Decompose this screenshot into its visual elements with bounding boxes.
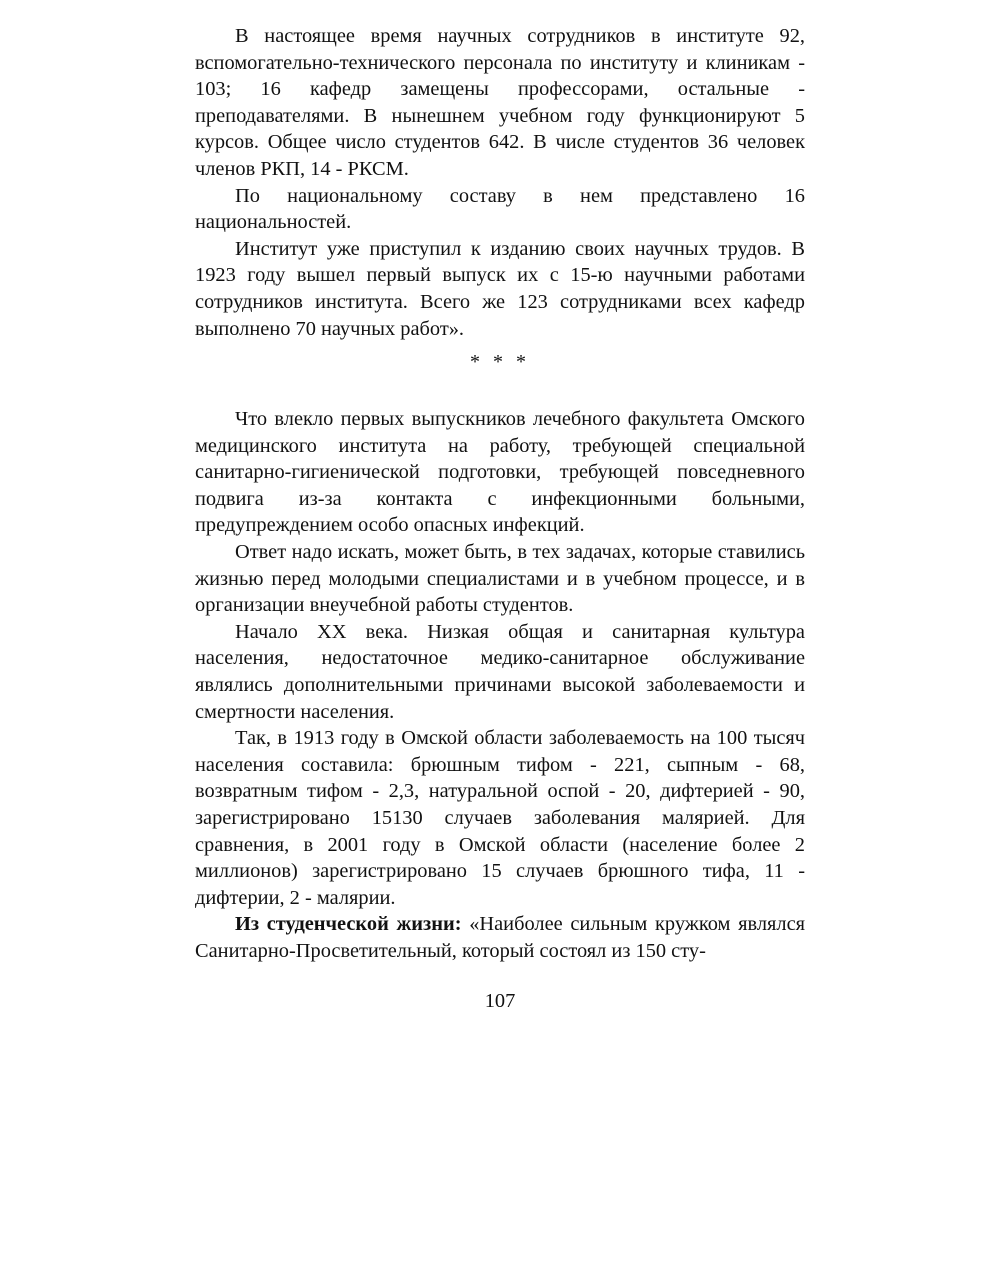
paragraph: Начало XX века. Низкая общая и санитарная культура населения, недостаточное медико-санитарное обслуживание являлись дополнительными причинами высокой заболеваемости и смертности населения. — [195, 620, 805, 723]
bold-lead-in: Из студенческой жизни: — [235, 913, 462, 936]
paragraph: По национальному составу в нем представлено 16 национальностей. — [195, 184, 805, 234]
paragraph-text: «Наиболее сильным кружком являлся Санитарно-Просветительный, который состоял из 150 сту- — [195, 913, 805, 962]
paragraph: Так, в 1913 году в Омской области заболеваемость на 100 тысяч населения составила: брюшным тифом - 221, сыпным - 68, возвратным тифом - 2,3, натуральной оспой - 20, дифтерией - 90, зарегистрировано 15130 случаев заболевания малярией. Для сравнения, в 2001 году в Омской области (население более 2 миллионов) зарегистрировано 15 случаев брюшного тифа, 11 - дифтерии, 2 - малярии. — [195, 727, 805, 909]
paragraph: Институт уже приступил к изданию своих научных трудов. В 1923 году вышел первый выпуск их с 15-ю научными работами сотрудников института. Всего же 123 сотрудниками всех кафедр выполнено 70 научных работ». — [195, 237, 805, 340]
page-number: 107 — [484, 990, 516, 1012]
paragraph: В настоящее время научных сотрудников в институте 92, вспомогательно-технического персонала по институту и клиникам - 103; 16 кафедр замещены профессорами, остальные - преподавателями. В нынешнем учебном году функционируют 5 курсов. Общее число студентов 642. В числе студентов 36 человек членов РКП, 14 - РКСМ. — [195, 25, 805, 180]
paragraph-student-life — [195, 911, 805, 964]
section-separator: * * * — [470, 351, 530, 373]
bottom-text-block — [195, 406, 805, 964]
paragraph: Ответ надо искать, может быть, в тех задачах, которые ставились жизнью перед молодыми специалистами и в учебном процессе, и в организации внеучебной работы студентов. — [195, 540, 805, 617]
paragraph: Что влекло первых выпускников лечебного факультета Омского медицинского института на работу, требующей специальной санитарно-гигиенической подготовки, требующей повседневного подвига из-за контакта с инфекционными больными, предупреждением особо опасных инфекций. — [195, 408, 805, 537]
top-text-block — [195, 23, 805, 342]
